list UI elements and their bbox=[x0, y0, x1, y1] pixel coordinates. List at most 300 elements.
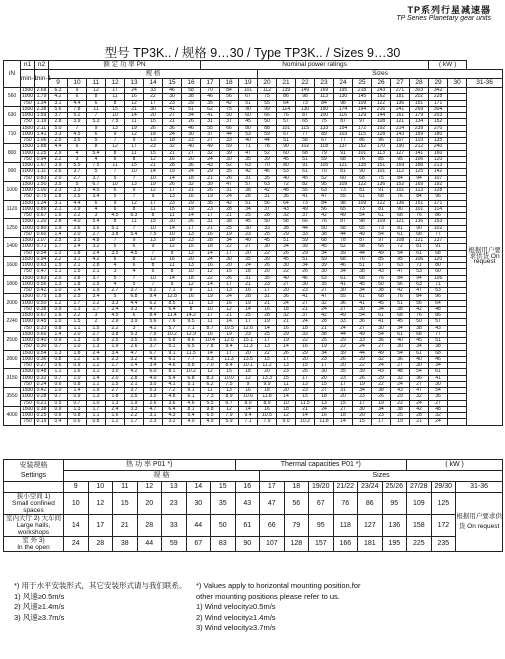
power-value-cell: 50 bbox=[315, 225, 334, 231]
power-value-cell: 32 bbox=[163, 144, 182, 150]
thermal-size-header: 17 bbox=[260, 482, 285, 493]
power-value-cell: 3.9 bbox=[68, 119, 87, 125]
thermal-value-cell: 44 bbox=[186, 515, 211, 537]
power-value-cell: 43 bbox=[201, 163, 220, 169]
power-value-cell: 49 bbox=[353, 331, 372, 337]
power-value-cell: 33 bbox=[334, 319, 353, 325]
power-value-cell: 128 bbox=[429, 188, 448, 194]
power-value-cell: 4.2 bbox=[125, 369, 144, 375]
power-value-cell: 59 bbox=[258, 131, 277, 137]
power-value-cell: 101 bbox=[391, 188, 410, 194]
power-value-cell: 152 bbox=[353, 144, 372, 150]
power-value-cell: 23 bbox=[334, 375, 353, 381]
power-value-cell: 5.2 bbox=[68, 113, 87, 119]
power-value-cell: 4.7 bbox=[144, 406, 163, 412]
power-value-cell: 9.8 bbox=[201, 406, 220, 412]
power-value-cell: 101 bbox=[239, 88, 258, 94]
power-value-cell: 47 bbox=[239, 150, 258, 156]
power-value-cell: 17 bbox=[353, 400, 372, 406]
power-value-cell: 3.5 bbox=[68, 138, 87, 144]
power-value-cell: 9 bbox=[106, 200, 125, 206]
rated-power-cn: 额 定 功 率 PN bbox=[49, 61, 201, 70]
power-value-cell: 12 bbox=[277, 413, 296, 419]
power-value-cell: 6 bbox=[106, 188, 125, 194]
ratio-cell: 800 bbox=[4, 144, 21, 163]
power-value-cell: 15 bbox=[258, 356, 277, 362]
power-value-cell: 8 bbox=[106, 100, 125, 106]
power-value-cell: 73 bbox=[372, 225, 391, 231]
power-value-cell: 20 bbox=[334, 363, 353, 369]
thermal-size-header: 25/26 bbox=[382, 482, 407, 493]
power-value-cell: 21 bbox=[201, 175, 220, 181]
power-value-cell: 20 bbox=[239, 350, 258, 356]
power-value-cell: 29 bbox=[372, 375, 391, 381]
power-value-cell: 20 bbox=[220, 263, 239, 269]
power-value-cell: 9 bbox=[163, 281, 182, 287]
power-value-cell: 1.4 bbox=[87, 375, 106, 381]
power-value-cell: 1.5 bbox=[68, 319, 87, 325]
power-value-cell: 35 bbox=[239, 256, 258, 262]
power-value-cell: 26 bbox=[372, 394, 391, 400]
power-value-cell: 139 bbox=[277, 88, 296, 94]
power-value-cell: 4 bbox=[68, 150, 87, 156]
power-value-cell: 15 bbox=[296, 394, 315, 400]
power-value-cell: 47 bbox=[315, 194, 334, 200]
power-value-cell: 26 bbox=[144, 125, 163, 131]
power-value-cell: 102 bbox=[296, 144, 315, 150]
power-value-cell: 3.5 bbox=[106, 250, 125, 256]
power-value-cell: 1.7 bbox=[49, 244, 68, 250]
power-value-cell: 5 bbox=[106, 175, 125, 181]
power-value-cell: 46 bbox=[201, 94, 220, 100]
power-value-cell: 42 bbox=[410, 406, 429, 412]
power-value-cell: 12 bbox=[106, 144, 125, 150]
thermal-size-header: 29/30 bbox=[431, 482, 456, 493]
power-value-cell: 3.7 bbox=[144, 344, 163, 350]
power-value-cell: 1.0 bbox=[49, 319, 68, 325]
power-value-cell: 16 bbox=[258, 406, 277, 412]
power-value-cell: 3.2 bbox=[125, 356, 144, 362]
thermal-value-cell: 136 bbox=[382, 515, 407, 537]
output-speed-cell: 0.19 bbox=[35, 419, 49, 425]
power-value-cell: 2.4 bbox=[106, 406, 125, 412]
power-value-cell: 94 bbox=[410, 175, 429, 181]
power-value-cell: 1.3 bbox=[68, 338, 87, 344]
power-value-cell: 19 bbox=[201, 294, 220, 300]
power-value-cell: 213 bbox=[429, 163, 448, 169]
thermal-value-cell: 56 bbox=[284, 493, 309, 515]
power-value-cell: 101 bbox=[277, 125, 296, 131]
power-value-cell: 49 bbox=[296, 206, 315, 212]
on-request-note: 根据用户要求供货 On request bbox=[467, 88, 503, 426]
thermal-size-header: 27/28 bbox=[407, 482, 432, 493]
input-speed-cell: 1000 bbox=[21, 112, 34, 118]
power-value-cell: 84 bbox=[315, 100, 334, 106]
power-value-cell: 8 bbox=[106, 219, 125, 225]
thermal-value-cell: 17 bbox=[88, 515, 113, 537]
power-value-cell: 76 bbox=[410, 313, 429, 319]
power-value-cell: 172 bbox=[353, 125, 372, 131]
thermal-sizes-en: Sizes bbox=[260, 471, 503, 482]
power-value-cell: 106 bbox=[410, 156, 429, 162]
power-value-cell: 38 bbox=[391, 406, 410, 412]
power-value-cell: 5.8 bbox=[182, 363, 201, 369]
power-value-cell: 17 bbox=[163, 188, 182, 194]
power-value-cell: 61 bbox=[410, 350, 429, 356]
power-value-cell: 2.8 bbox=[49, 119, 68, 125]
power-value-cell: 2.2 bbox=[106, 325, 125, 331]
input-speed-cell: 1500 bbox=[21, 162, 34, 168]
power-value-cell: 44 bbox=[334, 331, 353, 337]
power-value-cell: 29 bbox=[182, 100, 201, 106]
power-value-cell: 7 bbox=[106, 169, 125, 175]
power-value-cell: 95 bbox=[391, 256, 410, 262]
power-value-cell: 34 bbox=[315, 350, 334, 356]
power-value-cell: 38 bbox=[372, 288, 391, 294]
power-value-cell: 80 bbox=[239, 125, 258, 131]
power-value-cell: 2.5 bbox=[68, 294, 87, 300]
power-value-cell: 22 bbox=[353, 363, 372, 369]
power-value-cell: 42 bbox=[315, 213, 334, 219]
power-value-cell: 122 bbox=[372, 100, 391, 106]
power-value-cell: 26 bbox=[201, 188, 220, 194]
power-value-cell: 143 bbox=[391, 131, 410, 137]
power-value-cell: 29 bbox=[391, 394, 410, 400]
power-value-cell: 4.4 bbox=[68, 200, 87, 206]
power-value-cell: 54 bbox=[353, 313, 372, 319]
power-value-cell: 151 bbox=[372, 163, 391, 169]
thermal-value-cell: 128 bbox=[284, 537, 309, 552]
power-value-cell: 7.1 bbox=[239, 419, 258, 425]
power-value-cell: 4.0 bbox=[182, 419, 201, 425]
power-value-cell: 8 bbox=[182, 306, 201, 312]
output-speed-cell: 1.59 bbox=[35, 113, 49, 119]
power-value-cell: 21 bbox=[296, 406, 315, 412]
power-value-cell: 10.4 bbox=[201, 338, 220, 344]
power-value-cell: 15 bbox=[220, 269, 239, 275]
power-value-cell: 5.5 bbox=[68, 163, 87, 169]
power-value-cell: 21 bbox=[296, 306, 315, 312]
power-value-cell: 12 bbox=[144, 256, 163, 262]
power-value-cell: 19 bbox=[144, 181, 163, 187]
power-value-cell: 24 bbox=[334, 325, 353, 331]
power-value-cell: 3.6 bbox=[163, 400, 182, 406]
power-value-cell: 24 bbox=[239, 263, 258, 269]
power-value-cell: 1.8 bbox=[68, 281, 87, 287]
output-speed-cell: 0.47 bbox=[35, 269, 49, 275]
power-value-cell: 8.9 bbox=[258, 400, 277, 406]
power-value-cell: 91 bbox=[334, 150, 353, 156]
power-value-cell: 25 bbox=[391, 413, 410, 419]
thermal-size-header: 18 bbox=[284, 482, 309, 493]
power-value-cell: 24 bbox=[296, 319, 315, 325]
thermal-value-cell: 95 bbox=[309, 515, 334, 537]
power-value-cell: 34 bbox=[182, 113, 201, 119]
power-value-cell: 11 bbox=[125, 150, 144, 156]
power-value-cell: 84 bbox=[391, 275, 410, 281]
power-value-cell: 28 bbox=[220, 206, 239, 212]
output-speed-cell: 0.83 bbox=[35, 175, 49, 181]
power-value-cell: 10.5 bbox=[258, 413, 277, 419]
power-value-cell: 13 bbox=[182, 231, 201, 237]
power-value-cell: 1.6 bbox=[106, 413, 125, 419]
power-value-cell: 10.2 bbox=[296, 419, 315, 425]
power-value-cell: 14 bbox=[239, 306, 258, 312]
power-value-cell: 54 bbox=[429, 388, 448, 394]
power-value-cell: 34 bbox=[296, 263, 315, 269]
power-value-cell: 4.7 bbox=[144, 306, 163, 312]
power-value-cell: 68 bbox=[391, 213, 410, 219]
power-value-cell: 141 bbox=[410, 150, 429, 156]
power-value-cell: 2.5 bbox=[68, 194, 87, 200]
power-value-cell: 12.6 bbox=[239, 325, 258, 331]
thermal-row bbox=[4, 515, 503, 537]
power-value-cell: 6.4 bbox=[163, 406, 182, 412]
thermal-value-cell: 195 bbox=[382, 537, 407, 552]
power-value-cell: 5 bbox=[87, 169, 106, 175]
power-value-cell: 3 bbox=[106, 269, 125, 275]
power-value-cell: 10 bbox=[163, 231, 182, 237]
power-value-cell: 81 bbox=[410, 244, 429, 250]
settings-header bbox=[4, 460, 64, 482]
power-value-cell: 63 bbox=[239, 163, 258, 169]
power-value-cell: 51 bbox=[277, 238, 296, 244]
power-value-cell: 39 bbox=[334, 350, 353, 356]
thermal-size-row bbox=[4, 482, 503, 493]
power-value-cell: 2.4 bbox=[87, 350, 106, 356]
power-value-cell: 46 bbox=[258, 169, 277, 175]
thermal-size-header: 11 bbox=[113, 482, 138, 493]
power-value-cell: 34 bbox=[429, 363, 448, 369]
power-value-cell: 9 bbox=[106, 131, 125, 137]
power-value-cell: 67 bbox=[315, 138, 334, 144]
thermal-value-cell: 225 bbox=[407, 537, 432, 552]
power-value-cell: 68 bbox=[353, 275, 372, 281]
power-value-cell: 42 bbox=[410, 306, 429, 312]
power-value-cell: 2.4 bbox=[87, 250, 106, 256]
power-value-cell: 15 bbox=[106, 106, 125, 112]
input-speed-cell: 1000 bbox=[21, 412, 34, 418]
power-value-cell: 23 bbox=[144, 144, 163, 150]
power-value-cell: 1.0 bbox=[68, 375, 87, 381]
power-value-cell: 33 bbox=[258, 225, 277, 231]
power-value-cell: 51 bbox=[296, 156, 315, 162]
power-value-cell: 53 bbox=[277, 169, 296, 175]
thermal-value-cell: 12 bbox=[88, 493, 113, 515]
power-value-cell: 3.3 bbox=[106, 300, 125, 306]
power-value-cell: 56 bbox=[258, 200, 277, 206]
power-value-cell: 18 bbox=[277, 406, 296, 412]
power-value-cell: 1.5 bbox=[49, 263, 68, 269]
power-value-cell: 8.9 bbox=[220, 394, 239, 400]
power-value-cell: 2.1 bbox=[125, 381, 144, 387]
power-value-cell: 46 bbox=[296, 275, 315, 281]
power-value-cell: 37 bbox=[220, 119, 239, 125]
power-value-cell: 24 bbox=[429, 419, 448, 425]
thermal-value-cell: 76 bbox=[333, 493, 358, 515]
power-value-cell: 58 bbox=[182, 88, 201, 94]
power-value-cell: 32 bbox=[182, 181, 201, 187]
power-value-cell: 6.1 bbox=[163, 356, 182, 362]
power-value-cell: 5 bbox=[125, 281, 144, 287]
ratio-cell: 560 bbox=[4, 88, 21, 107]
power-value-cell: 30 bbox=[372, 325, 391, 331]
power-value-cell: 8 bbox=[87, 144, 106, 150]
power-value-cell: 34 bbox=[410, 344, 429, 350]
power-value-cell: 12.9 bbox=[182, 331, 201, 337]
power-value-cell: 27 bbox=[315, 288, 334, 294]
power-value-cell: 71 bbox=[239, 144, 258, 150]
input-speed-unit: min-1 bbox=[21, 70, 35, 88]
power-value-cell: 66 bbox=[220, 125, 239, 131]
power-value-cell: 84 bbox=[410, 294, 429, 300]
power-value-cell: 2.6 bbox=[49, 169, 68, 175]
power-value-cell: 33 bbox=[220, 138, 239, 144]
power-value-cell: 30 bbox=[163, 94, 182, 100]
power-value-cell: 6 bbox=[125, 244, 144, 250]
power-value-cell: 68 bbox=[372, 194, 391, 200]
ratio-cell: 1400 bbox=[4, 238, 21, 257]
power-value-cell: 2.8 bbox=[68, 275, 87, 281]
ratio-cell: 1250 bbox=[4, 219, 21, 238]
power-value-cell: 26 bbox=[220, 275, 239, 281]
power-value-cell: 1.8 bbox=[87, 338, 106, 344]
power-value-cell: 18 bbox=[296, 325, 315, 331]
power-value-cell: 10 bbox=[201, 306, 220, 312]
power-value-cell: 30 bbox=[296, 281, 315, 287]
power-value-cell: 122 bbox=[353, 181, 372, 187]
power-value-cell: 32 bbox=[391, 375, 410, 381]
power-value-cell: 342 bbox=[429, 88, 448, 94]
power-value-cell: 10 bbox=[277, 400, 296, 406]
power-value-cell: 6.4 bbox=[163, 306, 182, 312]
ratio-cell: 2000 bbox=[4, 294, 21, 313]
power-value-cell: 61 bbox=[334, 275, 353, 281]
thermal-row-label bbox=[4, 493, 64, 515]
power-value-cell: 55 bbox=[258, 100, 277, 106]
size-header: 14 bbox=[144, 79, 163, 88]
power-value-cell: 46 bbox=[182, 125, 201, 131]
power-value-cell: 34 bbox=[353, 388, 372, 394]
power-value-cell: 22 bbox=[144, 94, 163, 100]
power-value-cell: 3 bbox=[68, 156, 87, 162]
power-value-cell: 43 bbox=[277, 206, 296, 212]
power-value-cell: 38 bbox=[410, 325, 429, 331]
output-speed-cell: 1.11 bbox=[35, 169, 49, 175]
power-value-cell: 128 bbox=[372, 131, 391, 137]
power-value-cell: 1.4 bbox=[49, 231, 68, 237]
power-value-cell: 34 bbox=[220, 238, 239, 244]
power-value-cell: 28 bbox=[239, 294, 258, 300]
input-speed-cell: 1500 bbox=[21, 124, 34, 131]
power-value-cell: 4.3 bbox=[163, 413, 182, 419]
thermal-size-header: 9 bbox=[64, 482, 89, 493]
power-value-cell: 4.0 bbox=[144, 375, 163, 381]
power-value-cell: 9.4 bbox=[220, 344, 239, 350]
power-value-cell: 31 bbox=[258, 194, 277, 200]
power-value-cell: 5 bbox=[106, 294, 125, 300]
input-speed-cell: 1500 bbox=[21, 312, 34, 318]
input-speed-cell: 1500 bbox=[21, 368, 34, 375]
power-value-cell: 105 bbox=[315, 163, 334, 169]
power-value-cell: 26 bbox=[182, 119, 201, 125]
power-value-cell: 101 bbox=[410, 206, 429, 212]
power-value-cell: 8 bbox=[87, 94, 106, 100]
power-value-cell: 4 bbox=[125, 269, 144, 275]
power-value-cell: 7.3 bbox=[201, 394, 220, 400]
power-value-cell: 14 bbox=[201, 281, 220, 287]
power-value-cell: 8.1 bbox=[163, 369, 182, 375]
power-value-cell: 41 bbox=[353, 300, 372, 306]
power-value-cell: 116 bbox=[334, 113, 353, 119]
power-value-cell: 2.7 bbox=[87, 331, 106, 337]
power-value-cell: 136 bbox=[391, 200, 410, 206]
page-title: 型号 TP3K.. / 规格 9…30 / Type TP3K.. / Sizes 9…30 bbox=[104, 46, 401, 60]
power-value-cell: 31 bbox=[201, 219, 220, 225]
power-value-cell: 65 bbox=[334, 206, 353, 212]
thermal-value-cell: 181 bbox=[358, 537, 383, 552]
thermal-title-en: Thermal capacities P01 *) bbox=[235, 460, 407, 471]
power-value-cell: 6 bbox=[106, 206, 125, 212]
size-header: 22 bbox=[296, 79, 315, 88]
power-value-cell: 101 bbox=[372, 169, 391, 175]
power-value-cell: 1.5 bbox=[106, 381, 125, 387]
power-value-cell: 12 bbox=[163, 244, 182, 250]
power-value-cell: 27 bbox=[163, 113, 182, 119]
power-value-cell: 76 bbox=[353, 256, 372, 262]
size-header-row bbox=[4, 79, 503, 88]
power-value-cell: 218 bbox=[353, 88, 372, 94]
power-value-cell: 48 bbox=[391, 369, 410, 375]
ratio-cell: 1120 bbox=[4, 200, 21, 219]
power-value-cell: 3.7 bbox=[125, 388, 144, 394]
power-value-cell: 76 bbox=[277, 113, 296, 119]
input-speed-cell: 750 bbox=[21, 156, 35, 162]
power-value-cell: 76 bbox=[372, 275, 391, 281]
power-value-cell: 12 bbox=[125, 200, 144, 206]
power-value-cell: 162 bbox=[372, 94, 391, 100]
power-value-cell: 188 bbox=[410, 163, 429, 169]
power-value-cell: 54 bbox=[391, 350, 410, 356]
power-value-cell: 10 bbox=[144, 225, 163, 231]
input-speed-cell: 1000 bbox=[21, 262, 34, 268]
power-value-cell: 2.5 bbox=[125, 394, 144, 400]
power-value-cell: 12 bbox=[220, 306, 239, 312]
power-value-cell: 8.4 bbox=[220, 363, 239, 369]
power-value-cell: 55 bbox=[334, 194, 353, 200]
power-value-cell: 21 bbox=[144, 163, 163, 169]
power-value-cell: 73 bbox=[296, 200, 315, 206]
output-speed-cell: 0.40 bbox=[35, 338, 49, 344]
power-value-cell: 6 bbox=[106, 156, 125, 162]
thermal-value-cell: 235 bbox=[431, 537, 456, 552]
power-value-cell: 39 bbox=[334, 250, 353, 256]
power-value-cell: 99 bbox=[258, 106, 277, 112]
power-value-cell: 1.0 bbox=[87, 400, 106, 406]
power-value-cell: 1.8 bbox=[49, 294, 68, 300]
power-value-cell: 22 bbox=[372, 381, 391, 387]
power-value-cell: 39 bbox=[258, 256, 277, 262]
power-value-cell: 125 bbox=[410, 169, 429, 175]
power-value-cell: 68 bbox=[334, 156, 353, 162]
power-value-cell: 17 bbox=[201, 313, 220, 319]
power-value-cell: 45 bbox=[391, 319, 410, 325]
power-value-cell: 25 bbox=[239, 213, 258, 219]
power-value-cell: 2.8 bbox=[49, 219, 68, 225]
power-value-cell: 39 bbox=[353, 369, 372, 375]
power-value-cell: 91 bbox=[429, 244, 448, 250]
thermal-value-cell: 44 bbox=[137, 537, 162, 552]
